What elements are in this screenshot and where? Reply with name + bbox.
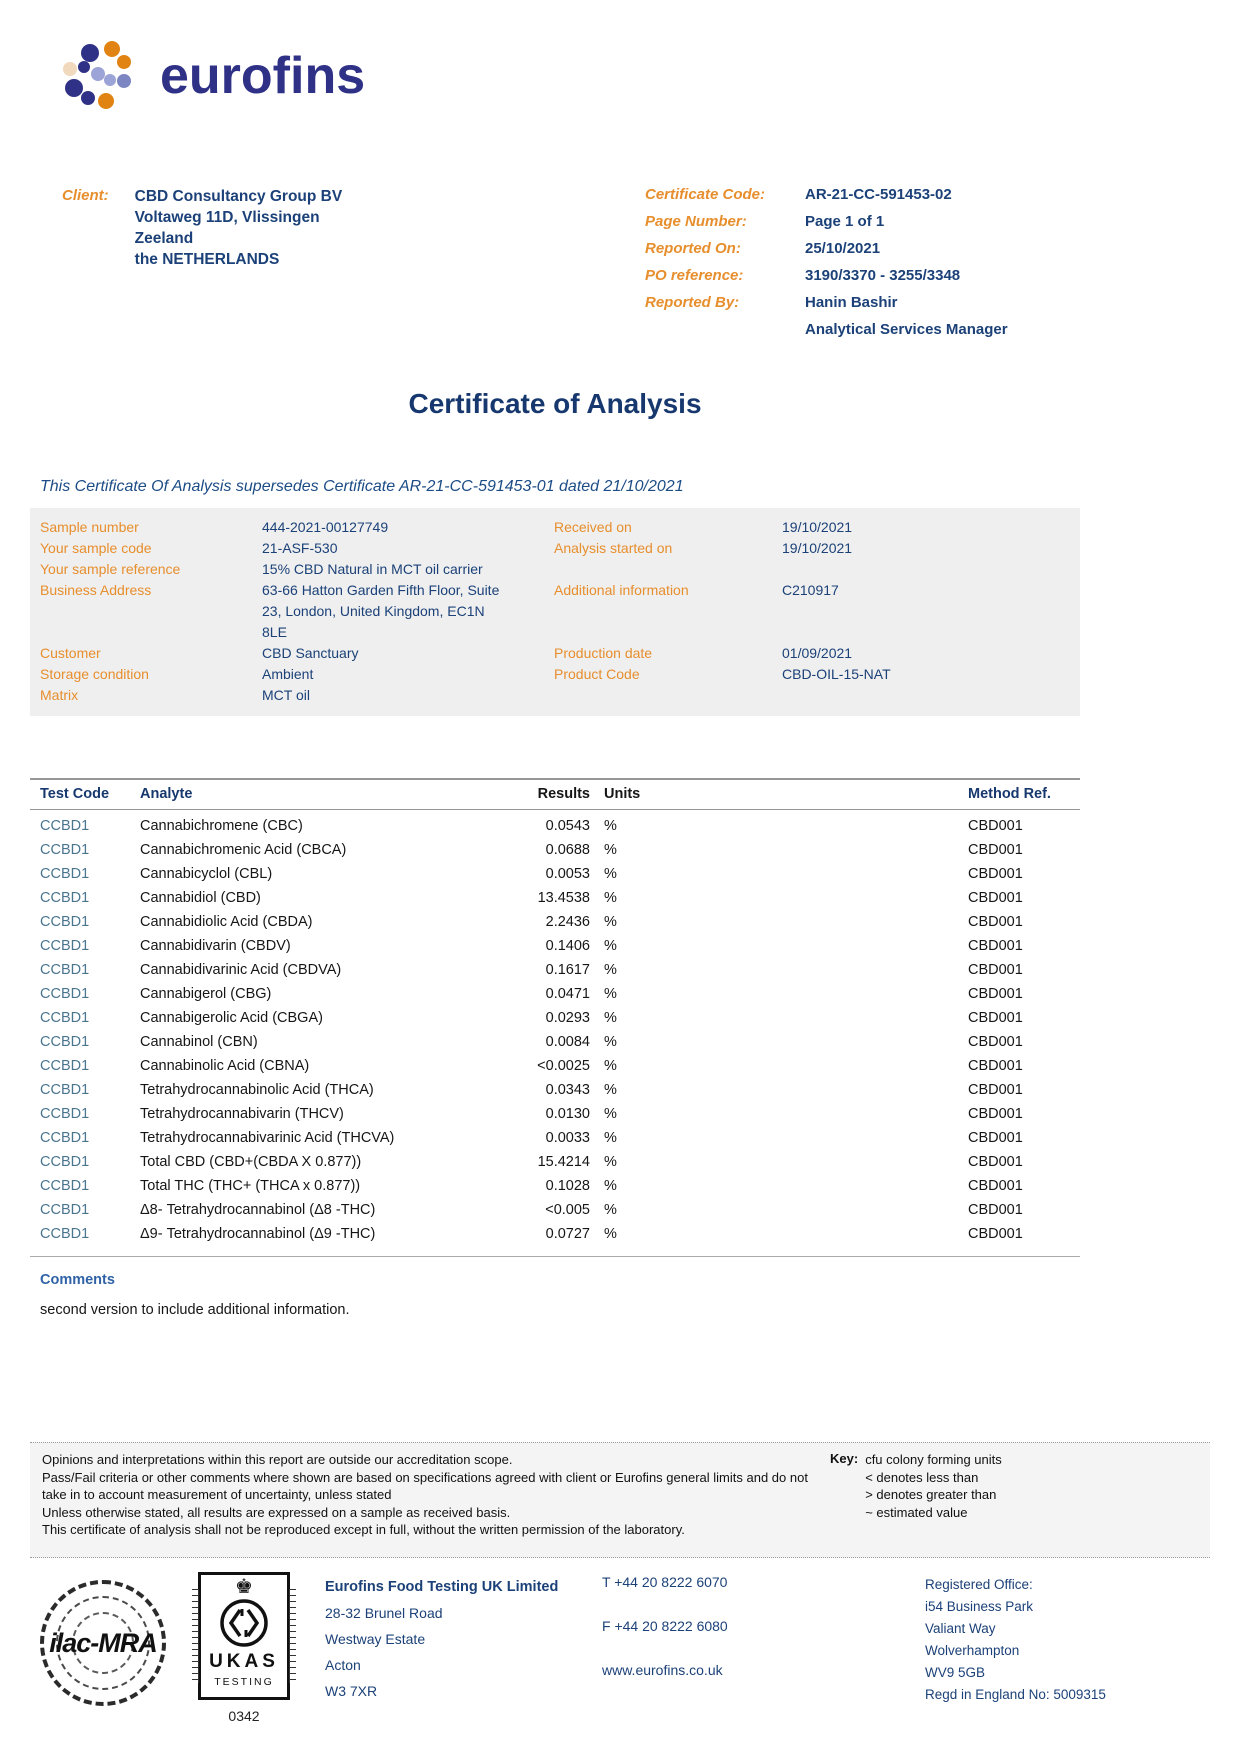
registered-office-block — [925, 1574, 1106, 1706]
table-row — [30, 866, 1080, 890]
cell-analyte: Cannabinol (CBN) — [140, 1034, 258, 1050]
company-name: Eurofins Food Testing UK Limited — [325, 1579, 559, 1595]
cell-analyte: Cannabichromene (CBC) — [140, 818, 303, 834]
table-row — [30, 938, 1080, 962]
cell-method-ref: CBD001 — [968, 866, 1023, 882]
comments-section — [40, 1272, 350, 1318]
table-row — [30, 1082, 1080, 1106]
cell-method-ref: CBD001 — [968, 1034, 1023, 1050]
cell-units: % — [604, 1034, 617, 1050]
client-address-line: Voltaweg 11D, Vlissingen — [134, 209, 320, 226]
cell-result: 15.4214 — [537, 1154, 590, 1170]
cell-test-code: CCBD1 — [40, 866, 90, 882]
certificate-meta-label — [645, 321, 805, 338]
cell-units: % — [604, 986, 617, 1002]
registered-office-line: Registered Office: — [925, 1577, 1033, 1592]
certificate-meta-label: Page Number: — [645, 213, 747, 230]
disclaimer-lines — [42, 1451, 822, 1539]
disclaimer-line: Pass/Fail criteria or other comments where shown are based on specifications agreed with client or Eurofins general limits and do not take in to account measurement of uncertainty, unless stated — [42, 1469, 808, 1502]
sample-info-row — [40, 664, 1072, 685]
cell-units: % — [604, 1058, 617, 1074]
eurofins-logo-text: eurofins — [160, 47, 366, 105]
sample-info-value: 15% CBD Natural in MCT oil carrier — [262, 561, 483, 577]
cell-result: 0.1406 — [545, 938, 590, 954]
page-footer — [40, 1572, 1210, 1742]
cell-units: % — [604, 1010, 617, 1026]
cell-units: % — [604, 1106, 617, 1122]
registered-office-line: WV9 5GB — [925, 1665, 986, 1680]
sample-info-label: Customer — [40, 645, 101, 661]
cell-method-ref: CBD001 — [968, 914, 1023, 930]
table-row — [30, 986, 1080, 1010]
cell-method-ref: CBD001 — [968, 1178, 1023, 1194]
eurofins-logo-dots-icon — [60, 38, 144, 114]
certificate-meta-row — [645, 186, 1095, 203]
disclaimer-line: This certificate of analysis shall not be reproduced except in full, without the written permission of the laboratory. — [42, 1522, 685, 1537]
cell-analyte: Tetrahydrocannabinolic Acid (THCA) — [140, 1082, 374, 1098]
cell-units: % — [604, 938, 617, 954]
cell-test-code: CCBD1 — [40, 1082, 90, 1098]
company-address-block — [325, 1574, 558, 1704]
cell-method-ref: CBD001 — [968, 1130, 1023, 1146]
crown-icon: ♚ — [235, 1576, 253, 1598]
certificate-meta-row — [645, 321, 1095, 338]
table-row — [30, 1130, 1080, 1154]
sample-info-row — [40, 559, 1072, 580]
sample-info-value: 19/10/2021 — [782, 519, 853, 535]
header-test-code: Test Code — [40, 786, 110, 802]
cell-units: % — [604, 1178, 617, 1194]
cell-test-code: CCBD1 — [40, 1178, 90, 1194]
sample-info-label: Sample number — [40, 519, 139, 535]
ukas-accreditation-number: 0342 — [228, 1708, 260, 1724]
sample-info-value: Ambient — [262, 666, 314, 682]
registered-office-line: Regd in England No: 5009315 — [925, 1687, 1106, 1702]
sample-info-value — [782, 559, 1072, 580]
cell-test-code: CCBD1 — [40, 1130, 90, 1146]
contact-block — [602, 1574, 728, 1678]
cell-units: % — [604, 866, 617, 882]
comments-heading: Comments — [40, 1272, 115, 1288]
sample-info-label: Your sample code — [40, 540, 152, 556]
sample-info-label: Storage condition — [40, 666, 149, 682]
key-line: < denotes less than — [865, 1469, 979, 1485]
certificate-meta-row — [645, 267, 1095, 284]
cell-test-code: CCBD1 — [40, 938, 90, 954]
results-table — [30, 778, 1080, 1257]
certificate-meta-row — [645, 213, 1095, 230]
cell-method-ref: CBD001 — [968, 1082, 1023, 1098]
cell-method-ref: CBD001 — [968, 818, 1023, 834]
cell-method-ref: CBD001 — [968, 1154, 1023, 1170]
table-row — [30, 1058, 1080, 1082]
certificate-meta-value: 25/10/2021 — [805, 240, 881, 257]
sample-info-label: Production date — [554, 645, 653, 661]
certificate-meta-row — [645, 294, 1095, 311]
table-row — [30, 1034, 1080, 1058]
registered-office-line: i54 Business Park — [925, 1599, 1034, 1614]
ilac-mra-logo-text: ilac-MRA — [49, 1627, 157, 1658]
client-address-line: Zeeland — [134, 230, 194, 247]
table-row — [30, 890, 1080, 914]
ilac-mra-logo — [40, 1580, 166, 1706]
sample-info-label: Matrix — [40, 687, 79, 703]
company-address-line: W3 7XR — [325, 1683, 378, 1699]
cell-analyte: Cannabinolic Acid (CBNA) — [140, 1058, 310, 1074]
sample-info-label: Additional information — [554, 582, 689, 598]
certificate-meta-row — [645, 240, 1095, 257]
cell-units: % — [604, 1082, 617, 1098]
results-table-header — [30, 778, 1080, 810]
cell-result: 13.4538 — [537, 890, 590, 906]
website-link: www.eurofins.co.uk — [602, 1662, 723, 1678]
cell-test-code: CCBD1 — [40, 1058, 90, 1074]
cell-result: 0.0471 — [545, 986, 590, 1002]
certificate-meta-label: Reported On: — [645, 240, 741, 257]
disclaimer-box — [30, 1442, 1210, 1558]
cell-analyte: Tetrahydrocannabivarin (THCV) — [140, 1106, 344, 1122]
cell-result: 0.0130 — [545, 1106, 590, 1122]
sample-info-value: 21-ASF-530 — [262, 540, 338, 556]
sample-info-value: MCT oil — [262, 687, 310, 703]
cell-test-code: CCBD1 — [40, 818, 90, 834]
sample-info-value: 19/10/2021 — [782, 540, 853, 556]
cell-result: 0.0033 — [545, 1130, 590, 1146]
sample-info-value: C210917 — [782, 582, 839, 598]
cell-result: <0.0025 — [537, 1058, 590, 1074]
key-lines — [865, 1451, 1002, 1521]
sample-info-label: Business Address — [40, 582, 152, 598]
cell-test-code: CCBD1 — [40, 842, 90, 858]
table-row — [30, 1226, 1080, 1250]
header-units: Units — [604, 786, 641, 802]
cell-units: % — [604, 914, 617, 930]
cell-test-code: CCBD1 — [40, 1034, 90, 1050]
table-row — [30, 1202, 1080, 1226]
cell-test-code: CCBD1 — [40, 1226, 90, 1242]
cell-units: % — [604, 818, 617, 834]
supersedes-note: This Certificate Of Analysis supersedes Certificate AR-21-CC-591453-01 dated 21/10/2021 — [40, 478, 684, 495]
certificate-meta-value: Hanin Bashir — [805, 294, 898, 311]
cell-result: 0.1028 — [545, 1178, 590, 1194]
client-block — [62, 186, 342, 270]
company-address-line: 28-32 Brunel Road — [325, 1605, 443, 1621]
table-row — [30, 1010, 1080, 1034]
client-label: Client: — [62, 187, 109, 204]
eurofins-logo — [60, 38, 365, 114]
cell-analyte: Cannabidivarinic Acid (CBDVA) — [140, 962, 342, 978]
cell-result: 0.0053 — [545, 866, 590, 882]
table-row — [30, 1154, 1080, 1178]
registered-office-line: Valiant Way — [925, 1621, 996, 1636]
disclaimer-line: Unless otherwise stated, all results are expressed on a sample as received basis. — [42, 1504, 511, 1520]
cell-result: 0.0084 — [545, 1034, 590, 1050]
sample-info-value: 63-66 Hatton Garden Fifth Floor, Suite 23, London, United Kingdom, EC1N 8LE — [262, 582, 500, 640]
cell-test-code: CCBD1 — [40, 890, 90, 906]
disclaimer-line: Opinions and interpretations within this report are outside our accreditation scope. — [42, 1452, 513, 1467]
phone-number: T +44 20 8222 6070 — [602, 1574, 728, 1590]
cell-method-ref: CBD001 — [968, 962, 1023, 978]
comments-text: second version to include additional information. — [40, 1302, 350, 1318]
key-line: > denotes greater than — [865, 1487, 997, 1502]
cell-result: <0.005 — [545, 1202, 590, 1218]
cell-method-ref: CBD001 — [968, 842, 1023, 858]
cell-method-ref: CBD001 — [968, 1106, 1023, 1122]
table-bottom-rule — [30, 1256, 1080, 1257]
cell-test-code: CCBD1 — [40, 1106, 90, 1122]
cell-method-ref: CBD001 — [968, 1058, 1023, 1074]
cell-analyte: Total CBD (CBD+(CBDA X 0.877)) — [140, 1154, 362, 1170]
ukas-mark-icon — [218, 1597, 270, 1649]
table-row — [30, 1106, 1080, 1130]
cell-analyte: Cannabidivarin (CBDV) — [140, 938, 291, 954]
client-address — [135, 186, 343, 270]
table-row — [30, 818, 1080, 842]
cell-test-code: CCBD1 — [40, 1202, 90, 1218]
header-method-ref: Method Ref. — [968, 786, 1051, 802]
cell-method-ref: CBD001 — [968, 890, 1023, 906]
cell-test-code: CCBD1 — [40, 1010, 90, 1026]
cell-units: % — [604, 842, 617, 858]
certificate-meta-label: Certificate Code: — [645, 186, 766, 203]
sample-info-row — [40, 580, 1072, 643]
cell-method-ref: CBD001 — [968, 1202, 1023, 1218]
cell-result: 0.0688 — [545, 842, 590, 858]
cell-units: % — [604, 1154, 617, 1170]
cell-test-code: CCBD1 — [40, 986, 90, 1002]
cell-analyte: Cannabichromenic Acid (CBCA) — [140, 842, 347, 858]
cell-test-code: CCBD1 — [40, 962, 90, 978]
cell-units: % — [604, 890, 617, 906]
ukas-logo — [198, 1572, 290, 1724]
certificate-meta-block — [645, 186, 1095, 348]
client-address-line: the NETHERLANDS — [134, 251, 280, 268]
sample-info-value: 444-2021-00127749 — [262, 519, 389, 535]
cell-analyte: Cannabicyclol (CBL) — [140, 866, 273, 882]
key-line: cfu colony forming units — [865, 1452, 1002, 1467]
ukas-logo-subtitle: TESTING — [214, 1676, 274, 1688]
certificate-meta-value: AR-21-CC-591453-02 — [805, 186, 952, 203]
sample-info-label: Your sample reference — [40, 561, 181, 577]
certificate-meta-value: Page 1 of 1 — [805, 213, 885, 230]
sample-info-value: CBD-OIL-15-NAT — [782, 666, 891, 682]
cell-result: 0.0543 — [545, 818, 590, 834]
sample-info-value: CBD Sanctuary — [262, 645, 359, 661]
key-label: Key: — [830, 1451, 859, 1466]
certificate-meta-value: 3190/3370 - 3255/3348 — [805, 267, 961, 284]
key-line: ~ estimated value — [865, 1504, 968, 1520]
table-row — [30, 962, 1080, 986]
certificate-meta-label: PO reference: — [645, 267, 744, 284]
sample-info-label — [554, 559, 782, 580]
cell-method-ref: CBD001 — [968, 1226, 1023, 1242]
cell-test-code: CCBD1 — [40, 1154, 90, 1170]
sample-info-label: Analysis started on — [554, 540, 673, 556]
header-analyte: Analyte — [140, 786, 193, 802]
sample-info-row — [40, 538, 1072, 559]
sample-info-value: 01/09/2021 — [782, 645, 853, 661]
ukas-logo-box — [198, 1572, 290, 1700]
fax-number: F +44 20 8222 6080 — [602, 1618, 728, 1634]
sample-info-panel — [30, 508, 1080, 716]
sample-info-row — [40, 643, 1072, 664]
cell-result: 0.0293 — [545, 1010, 590, 1026]
cell-analyte: Tetrahydrocannabivarinic Acid (THCVA) — [140, 1130, 395, 1146]
header-results: Results — [537, 786, 590, 802]
sample-info-label — [554, 685, 782, 706]
sample-info-label: Product Code — [554, 666, 640, 682]
cell-analyte: Cannabigerol (CBG) — [140, 986, 272, 1002]
cell-units: % — [604, 1226, 617, 1242]
certificate-meta-label: Reported By: — [645, 294, 740, 311]
cell-analyte: Cannabidiolic Acid (CBDA) — [140, 914, 313, 930]
cell-method-ref: CBD001 — [968, 986, 1023, 1002]
sample-info-row — [40, 685, 1072, 706]
cell-analyte: Cannabidiol (CBD) — [140, 890, 261, 906]
company-address-line: Westway Estate — [325, 1631, 426, 1647]
cell-result: 0.0727 — [545, 1226, 590, 1242]
table-row — [30, 1178, 1080, 1202]
cell-result: 2.2436 — [545, 914, 590, 930]
page-title: Certificate of Analysis — [408, 388, 702, 419]
cell-method-ref: CBD001 — [968, 938, 1023, 954]
cell-test-code: CCBD1 — [40, 914, 90, 930]
cell-analyte: Δ8- Tetrahydrocannabinol (Δ8 -THC) — [140, 1202, 376, 1218]
cell-result: 0.1617 — [545, 962, 590, 978]
company-address-line: Acton — [325, 1657, 361, 1673]
cell-units: % — [604, 1202, 617, 1218]
sample-info-value — [782, 685, 1072, 706]
results-table-body — [30, 818, 1080, 1250]
table-row — [30, 914, 1080, 938]
sample-info-row — [40, 517, 1072, 538]
cell-method-ref: CBD001 — [968, 1010, 1023, 1026]
registered-office-line: Wolverhampton — [925, 1643, 1020, 1658]
cell-analyte: Total THC (THC+ (THCA x 0.877)) — [140, 1178, 361, 1194]
key-block — [830, 1451, 1002, 1521]
client-address-line: CBD Consultancy Group BV — [134, 188, 343, 205]
table-row — [30, 842, 1080, 866]
cell-analyte: Δ9- Tetrahydrocannabinol (Δ9 -THC) — [140, 1226, 376, 1242]
cell-units: % — [604, 1130, 617, 1146]
certificate-meta-value: Analytical Services Manager — [805, 321, 1008, 338]
sample-info-label: Received on — [554, 519, 632, 535]
cell-analyte: Cannabigerolic Acid (CBGA) — [140, 1010, 323, 1026]
cell-units: % — [604, 962, 617, 978]
cell-result: 0.0343 — [545, 1082, 590, 1098]
ukas-logo-name: UKAS — [209, 1651, 279, 1672]
